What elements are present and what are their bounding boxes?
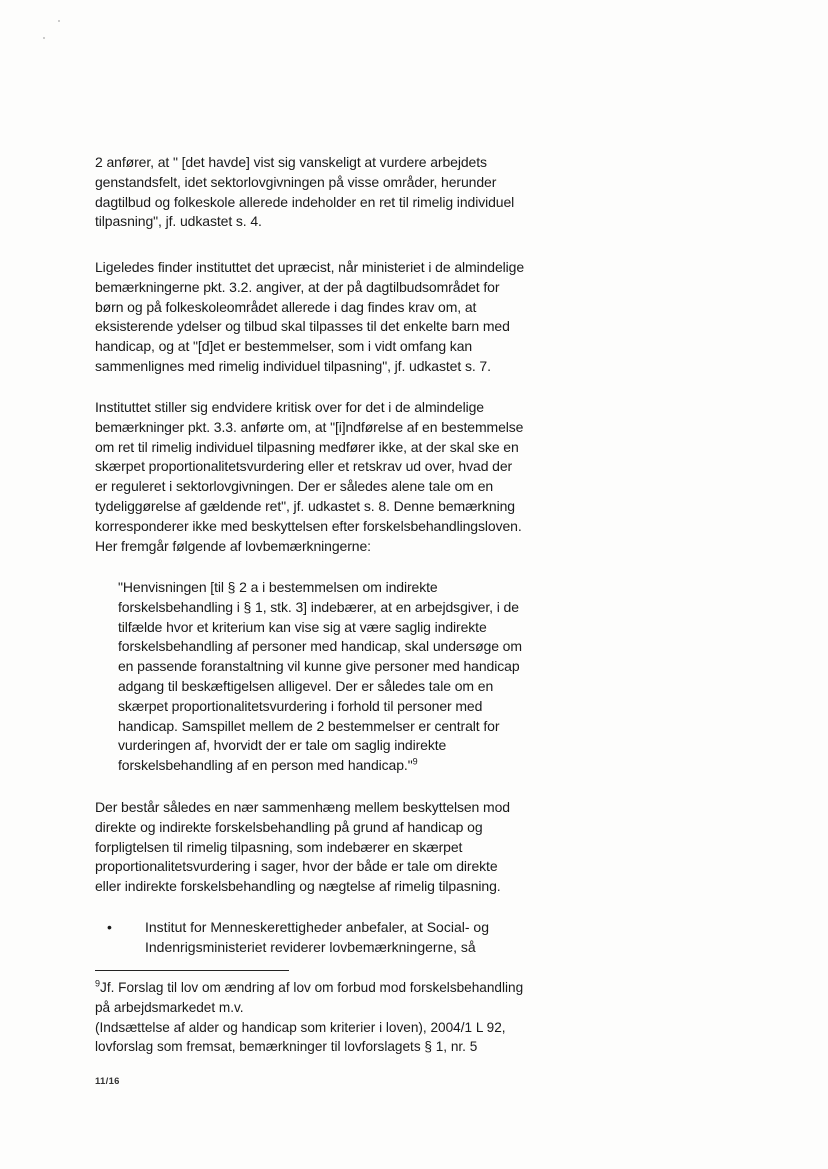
footnote-reference[interactable]: 9 — [412, 756, 418, 767]
footnote-text: Jf. Forslag til lov om ændring af lov om forbud mod forskelsbehandling på arbejdsmarkedet m.v. (Indsættelse af alder og handicap som kriterier i loven), 2004/1 L 92, lovforslag som fremsat, bemærkninger til lovforslagets § 1, nr. 5 — [95, 980, 524, 1055]
scan-speck — [58, 20, 60, 22]
page-number: 11/16 — [95, 1076, 120, 1087]
bullet-text: Institut for Menneskerettigheder anbefaler, at Social- og Indenrigsministeriet reviderer lovbemærkningerne, så — [145, 919, 489, 955]
paragraph-text: Instituttet stiller sig endvidere kritisk over for det i de almindelige bemærkninger pkt. 3.3. anførte om, at "[i]ndførelse af en bestemmelse om ret til rimelig individuel tilpasning medfører ikke, at der skal ske en skærpet proportionalitetsvurdering eller et retskrav ud over, hvad der er reguleret i sektorlovgivningen. Der er således alene tale om en tydeliggørelse af gældende ret", jf. udkastet s. 8. Denne bemærkning korresponderer ikke med beskyttelsen efter forskelsbehandlingsloven. Her fremgår følgende af lovbemærkningerne: — [95, 399, 524, 554]
paragraph-text: Der består således en nær sammenhæng mellem beskyttelsen mod direkte og indirekte forskelsbehandling på grund af handicap og forpligtelsen til rimelig tilpasning, som indebærer en skærpet proportionalitetsvurdering i sager, hvor der både er tale om direkte eller indirekte forskelsbehandling og nægtelse af rimelig tilpasning. — [95, 799, 510, 895]
paragraph-text: Ligeledes finder instituttet det upræcist, når ministeriet i de almindelige bemærkningerne pkt. 3.2. angiver, at der på dagtilbudsområdet for børn og på folkeskoleområdet allerede i dag findes krav om, at eksisterende ydelser og tilbud skal tilpasses til det enkelte barn med handicap, og at "[d]et er bestemmelser, som i vidt omfang kan sammenlignes med rimelig individuel tilpasning", jf. udkastet s. 7. — [95, 259, 525, 374]
paragraph-3 — [95, 398, 575, 556]
footnote-separator — [95, 970, 289, 971]
paragraph-4 — [95, 798, 575, 897]
scan-speck — [43, 37, 45, 39]
quote-text: "Henvisningen [til § 2 a i bestemmelsen om indirekte forskelsbehandling i § 1, stk. 3] indebærer, at en arbejdsgiver, i de tilfælde hvor et kriterium kan vise sig at være saglig indirekte forskelsbehandling af personer med handicap, skal undersøge om en passende foranstaltning vil kunne give personer med handicap adgang til beskæftigelsen alligevel. Der er således tale om en skærpet proportionalitetsvurdering i forhold til personer med handicap. Samspillet mellem de 2 bestemmelser er centralt for vurderingen af, hvorvidt der er tale om saglig indirekte forskelsbehandling af en person med handicap." — [118, 579, 522, 774]
paragraph-text: 2 anfører, at " [det havde] vist sig vanskeligt at vurdere arbejdets genstandsfelt, idet sektorlovgivningen på visse områder, herunder dagtilbud og folkeskole allerede indeholder en ret til rimelig individuel tilpasning", jf. udkastet s. 4. — [95, 154, 515, 230]
footnote-number: 9 — [95, 978, 101, 989]
paragraph-1 — [95, 153, 575, 232]
bullet-icon: • — [107, 919, 112, 935]
block-quote — [118, 578, 568, 776]
footnote — [95, 978, 565, 1057]
paragraph-2 — [95, 258, 575, 377]
